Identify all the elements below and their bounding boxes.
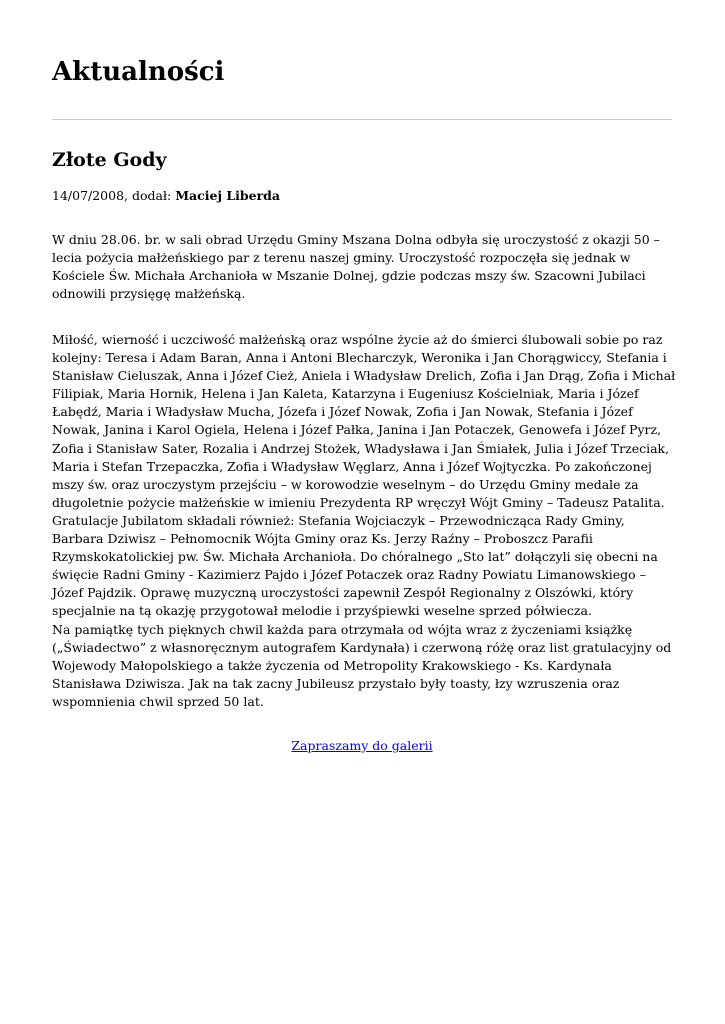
article-meta bbox=[52, 187, 280, 205]
article-date: 14/07/2008 bbox=[52, 188, 125, 203]
gallery-link[interactable]: Zapraszamy do galerii bbox=[291, 738, 433, 753]
article-paragraph-2a: Miłość, wierność i uczciwość małżeńską oraz wspólne życie aż do śmierci ślubowali sobie po raz kolejny: Teresa i Adam Baran, Anna i Antoni Blecharczyk, Weronika i Jan Chorągwiccy, Stefania i Stanisław Cieluszak, Anna i Józef Cież, Aniela i Władysław Drelich, Zofia i Jan Drąg, Zofia i Michał Filipiak, Maria Hornik, Helena i Jan Kaleta, Katarzyna i Eugeniusz Kościelniak, Maria i Józef Łabędź, Maria i Władysław Mucha, Józefa i Józef Nowak, Zofia i Jan Nowak, Stefania i Józef Nowak, Janina i Karol Ogiela, Helena i Józef Pałka, Janina i Jan Potaczek, Genowefa i Józef Pyrz, Zofia i Stanisław Sater, Rozalia i Andrzej Stożek, Władysława i Jan Śmiałek, Julia i Józef Trzeciak, Maria i Stefan Trzepaczka, Zofia i Władysław Węglarz, Anna i Józef Wojtyczka. Po zakończonej mszy św. oraz uroczystym przejściu – w korowodzie weselnym – do Urzędu Gminy medale za długoletnie pożycie małżeńskie w imieniu Prezydenta RP wręczył Wójt Gminy – Tadeusz Patalita. Gratulacje Jubilatom składali również: Stefania Wojciaczyk – Przewodnicząca Rady Gminy, Barbara Dziwisz – Pełnomocnik Wójta Gminy oraz Ks. Jerzy Raźny – Proboszcz Parafii Rzymskokatolickiej pw. Św. Michała Archanioła. Do chóralnego „Sto lat” dołączyli się obecni na święcie Radni Gminy - Kazimierz Pajdo i Józef Potaczek oraz Radny Powiatu Limanowskiego – Józef Pajdzik. Oprawę muzyczną uroczystości zapewnił Zespół Regionalny z Olszówki, który specjalnie na tą okazję przygotował melodie i przyśpiewki weselne sprzed półwiecza. bbox=[52, 332, 676, 619]
article-paragraph-2b: Na pamiątkę tych pięknych chwil każda para otrzymała od wójta wraz z życzeniami książkę („Świadectwo” z własnoręcznym autografem Kardynała) i czerwoną różę oraz list gratulacyjny od Wojewody Małopolskiego a także życzenia od Metropolity Krakowskiego - Ks. Kardynała Stanisława Dziwisza. Jak na tak zacny Jubileusz przystało były toasty, łzy wzruszenia oraz wspomnienia chwil sprzed 50 lat. bbox=[52, 621, 672, 709]
gallery-link-row bbox=[52, 737, 672, 755]
page-title: Aktualności bbox=[52, 57, 225, 87]
article-paragraph-2 bbox=[52, 331, 677, 711]
title-divider bbox=[52, 119, 672, 120]
article-paragraph-1: W dniu 28.06. br. w sali obrad Urzędu Gminy Mszana Dolna odbyła się uroczystość z okazji 50 – lecia pożycia małżeńskiego par z terenu naszej gminy. Uroczystość rozpoczęła się jednak w Kościele Św. Michała Archanioła w Mszanie Dolnej, gdzie podczas mszy św. Szacowni Jubilaci odnowili przysięgę małżeńską. bbox=[52, 232, 660, 302]
article-author: Maciej Liberda bbox=[175, 188, 280, 203]
added-by-label: , dodał: bbox=[124, 188, 176, 203]
article-title: Złote Gody bbox=[52, 149, 167, 171]
